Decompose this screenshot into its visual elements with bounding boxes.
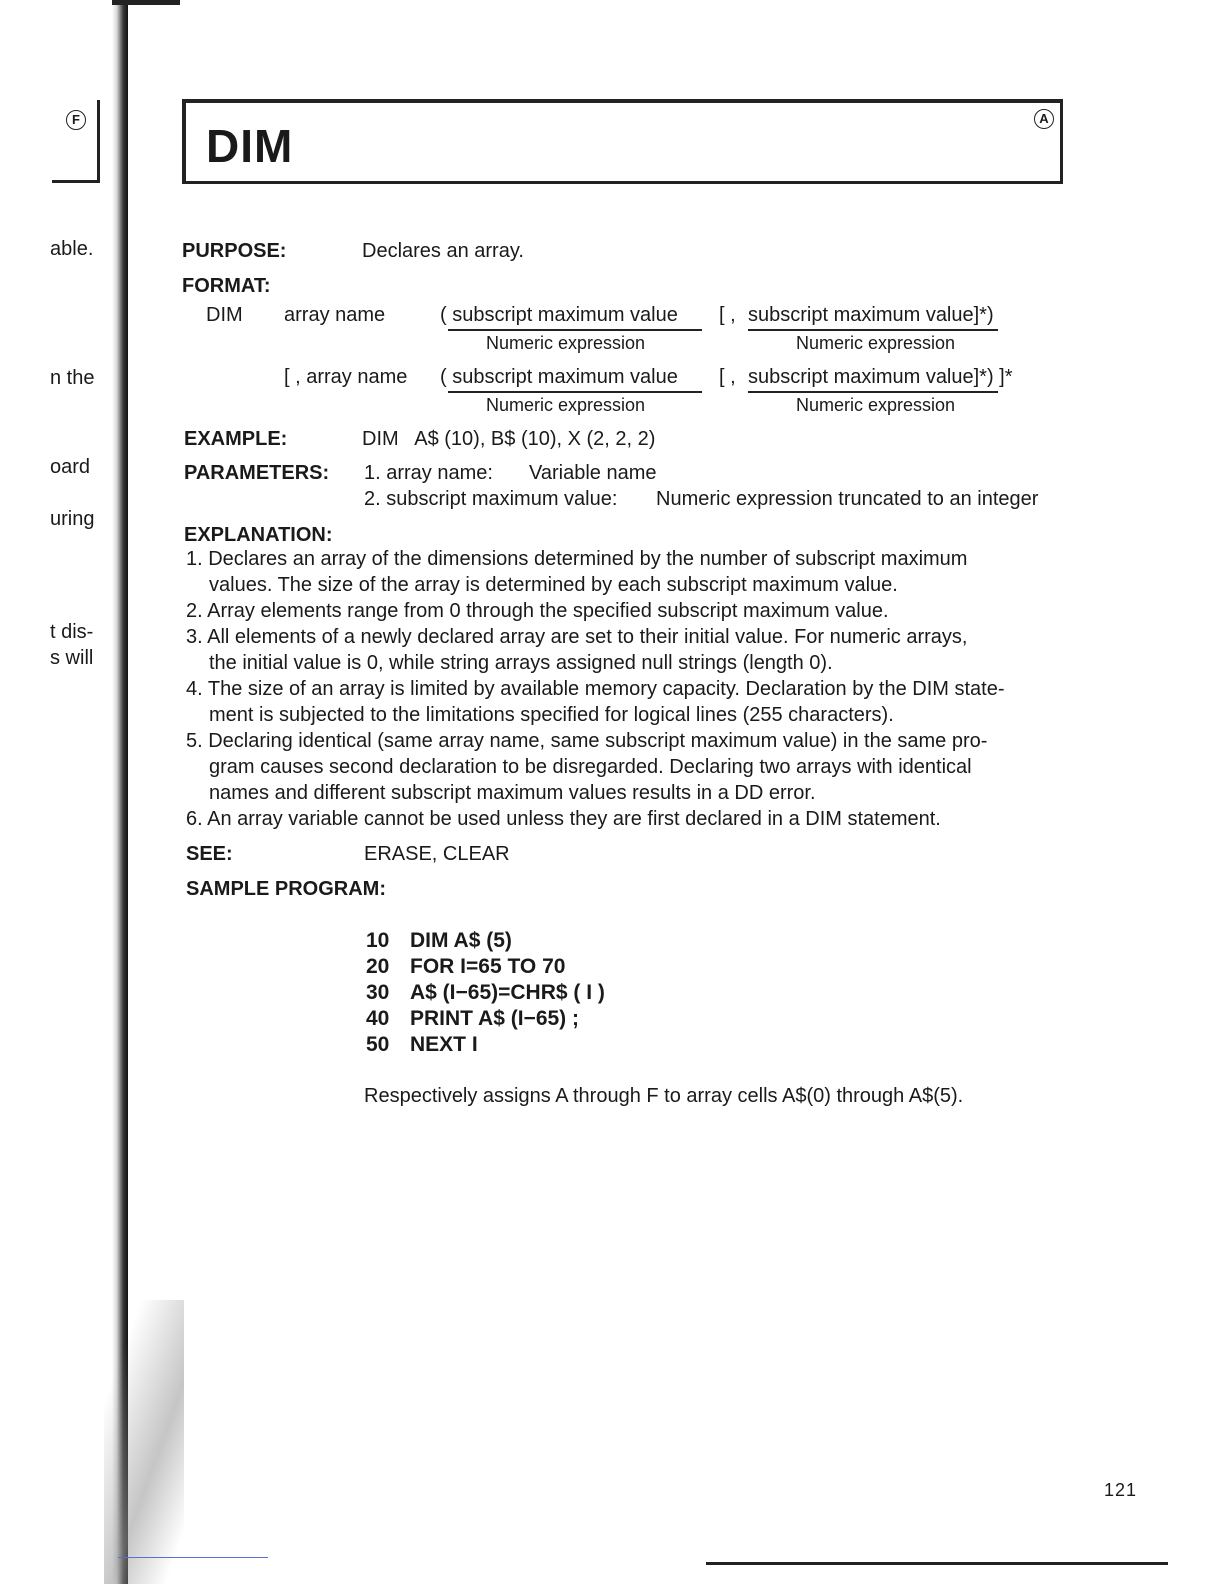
format-subscript-1: ( subscript maximum value [440,304,678,326]
left-page-tab [52,100,100,183]
format-array-name-2: [ , array name [284,366,408,388]
format-separator-2: [ , [719,366,736,388]
format-label: FORMAT: [182,275,271,297]
left-fragment-2: n the [50,367,95,389]
program-line-number: 10 [366,929,390,952]
title-badge: A [1034,109,1054,129]
parameter-2-name: 2. subscript maximum value: [364,488,618,510]
parameter-1-name: 1. array name: [364,462,493,484]
program-line-number: 40 [366,1007,390,1030]
bottom-blue-line [118,1557,268,1558]
explanation-line: 5. Declaring identical (same array name, same subscript maximum value) in the same pro- [186,730,988,752]
example-label: EXAMPLE: [184,428,288,450]
title-box [182,99,1063,184]
binding-fade [104,1300,184,1584]
explanation-line: gram causes second declaration to be disregarded. Declaring two arrays with identical [209,756,972,778]
format-subscript-3: ( subscript maximum value [440,366,678,388]
program-line-code: A$ (I−65)=CHR$ ( I ) [410,981,605,1004]
format-note-4: Numeric expression [796,395,956,415]
explanation-line: 1. Declares an array of the dimensions determined by the number of subscript maximum [186,548,968,570]
format-subscript-4: subscript maximum value]*) ]* [748,366,1013,388]
program-line-code: NEXT I [410,1033,478,1056]
format-note-3: Numeric expression [486,395,646,415]
see-text: ERASE, CLEAR [364,843,510,865]
program-line-code: DIM A$ (5) [410,929,512,952]
explanation-line: 4. The size of an array is limited by available memory capacity. Declaration by the DIM state- [186,678,1005,700]
explanation-line: ment is subjected to the limitations specified for logical lines (255 characters). [209,704,894,726]
format-underline-1 [448,329,702,331]
parameter-1-desc: Variable name [529,462,657,484]
format-underline-2 [748,329,998,331]
left-fragment-1: able. [50,238,94,260]
format-note-2: Numeric expression [796,333,956,353]
format-underline-4 [748,391,998,393]
left-fragment-6: s will [50,647,94,669]
program-line-number: 20 [366,955,390,978]
program-line-code: FOR I=65 TO 70 [410,955,566,978]
parameters-label: PARAMETERS: [184,462,330,484]
page-number: 121 [1104,1480,1138,1500]
left-fragment-5: t dis- [50,621,94,643]
sample-result: Respectively assigns A through F to array cells A$(0) through A$(5). [364,1085,964,1107]
left-tab-badge: F [66,110,86,130]
format-underline-3 [448,391,702,393]
explanation-line: 3. All elements of a newly declared array are set to their initial value. For numeric arrays, [186,626,968,648]
format-array-name: array name [284,304,386,326]
format-separator-1: [ , [719,304,736,326]
explanation-line: the initial value is 0, while string arrays assigned null strings (length 0). [209,652,833,674]
format-keyword: DIM [206,304,243,326]
left-fragment-3: oard [50,456,91,478]
program-line-number: 30 [366,981,390,1004]
sample-label: SAMPLE PROGRAM: [186,878,386,900]
purpose-label: PURPOSE: [182,240,287,262]
binding-edge [112,0,180,5]
parameter-2-desc: Numeric expression truncated to an integer [656,488,1039,510]
explanation-line: 2. Array elements range from 0 through the specified subscript maximum value. [186,600,889,622]
page-title: DIM [206,120,294,172]
program-line-code: PRINT A$ (I−65) ; [410,1007,580,1030]
left-fragment-4: uring [50,508,95,530]
example-code: DIM A$ (10), B$ (10), X (2, 2, 2) [362,428,656,450]
purpose-text: Declares an array. [362,240,524,262]
explanation-line: names and different subscript maximum values results in a DD error. [209,782,816,804]
bottom-edge-line [706,1562,1168,1565]
format-subscript-2: subscript maximum value]*) [748,304,994,326]
format-note-1: Numeric expression [486,333,646,353]
explanation-label: EXPLANATION: [184,524,333,546]
explanation-line: 6. An array variable cannot be used unless they are first declared in a DIM statement. [186,808,941,830]
see-label: SEE: [186,843,233,865]
program-line-number: 50 [366,1033,390,1056]
explanation-line: values. The size of the array is determined by each subscript maximum value. [209,574,898,596]
